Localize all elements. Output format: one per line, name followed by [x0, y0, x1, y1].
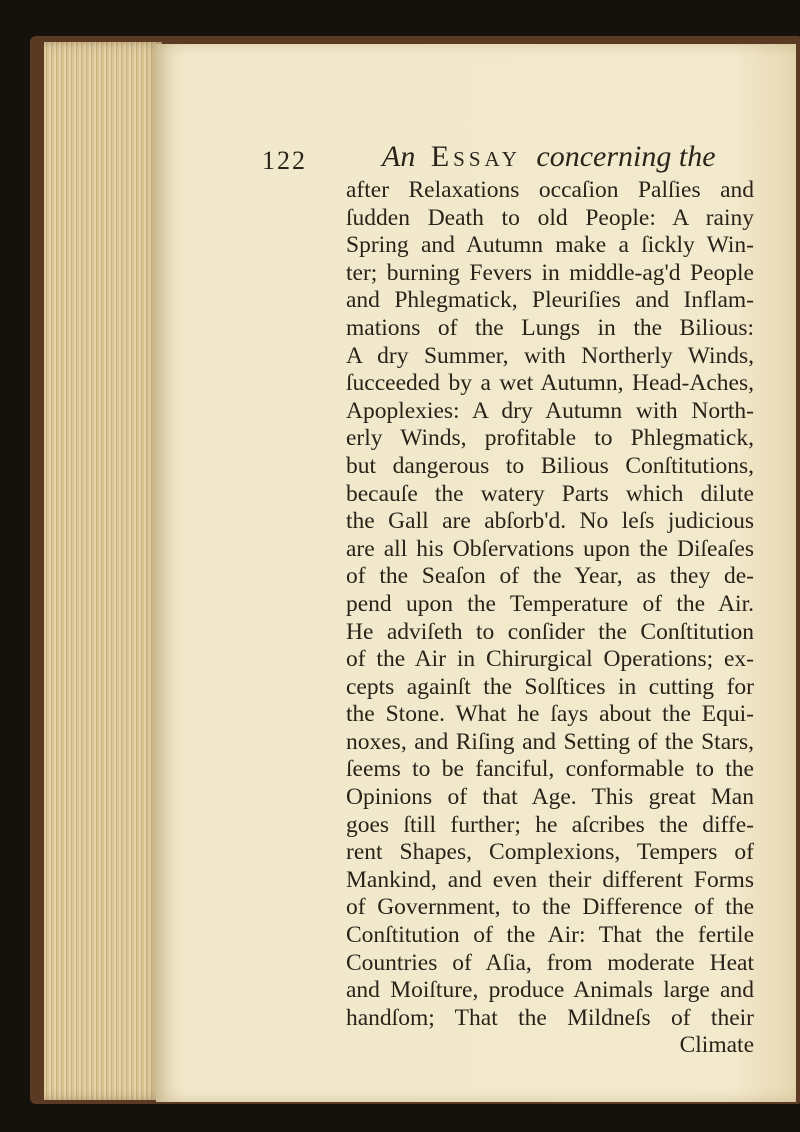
text-line: ter; burning Fevers in middle-ag'd People	[346, 259, 754, 286]
text-line: becauſe the watery Parts which dilute	[346, 480, 754, 507]
text-line: of Government, to the Difference of the	[346, 894, 754, 921]
text-line: of the Air in Chirurgical Operations; ex-	[346, 646, 754, 673]
text-line: handſom; That the Mildneſs of their	[346, 1004, 754, 1031]
text-line: Spring and Autumn make a ſickly Win-	[346, 232, 754, 259]
page-number: 122	[262, 146, 307, 175]
text-line: Mankind, and even their different Forms	[346, 866, 754, 893]
text-line: after Relaxations occaſion Palſies and	[346, 177, 754, 203]
text-line: cepts againſt the Solſtices in cutting for	[346, 673, 754, 700]
page-edges	[44, 42, 162, 1100]
running-head	[382, 140, 742, 174]
text-line: erly Winds, profitable to Phlegmatick,	[346, 425, 754, 452]
text-line: the Stone. What he ſays about the Equi-	[346, 701, 754, 728]
running-head-word-an: An	[382, 140, 416, 173]
text-line: goes ſtill further; he aſcribes the diffe-	[346, 811, 754, 838]
catchword: Climate	[679, 1032, 754, 1059]
text-line: of the Seaſon of the Year, as they de-	[346, 563, 754, 590]
text-line: A dry Summer, with Northerly Winds,	[346, 342, 754, 369]
running-head-word-essay: Essay	[430, 140, 521, 173]
text-line: and Moiſture, produce Animals large and	[346, 977, 754, 1004]
running-head-word-concerning: concerning the	[536, 140, 716, 173]
text-line: and Phlegmatick, Pleuriſies and Inflam-	[346, 287, 754, 314]
text-line: Opinions of that Age. This great Man	[346, 784, 754, 811]
text-line: ſudden Death to old People: A rainy	[346, 204, 754, 231]
body-text	[346, 177, 754, 1060]
text-line: ſucceeded by a wet Autumn, Head-Aches,	[346, 370, 754, 397]
text-line: mations of the Lungs in the Bilious:	[346, 314, 754, 341]
text-line: rent Shapes, Complexions, Tempers of	[346, 839, 754, 866]
text-line: but dangerous to Bilious Conſtitutions,	[346, 452, 754, 479]
text-line: Apoplexies: A dry Autumn with North-	[346, 397, 754, 424]
text-line: ſeems to be fanciful, conformable to the	[346, 756, 754, 783]
text-line: are all his Obſervations upon the Diſeaſes	[346, 535, 754, 562]
text-line: the Gall are abſorb'd. No leſs judicious	[346, 508, 754, 535]
text-line: pend upon the Temperature of the Air.	[346, 590, 754, 617]
text-line: noxes, and Riſing and Setting of the Stars,	[346, 728, 754, 755]
text-line: He adviſeth to conſider the Conſtitution	[346, 618, 754, 645]
text-line: Conſtitution of the Air: That the fertile	[346, 922, 754, 949]
text-line: Countries of Aſia, from moderate Heat	[346, 949, 754, 976]
